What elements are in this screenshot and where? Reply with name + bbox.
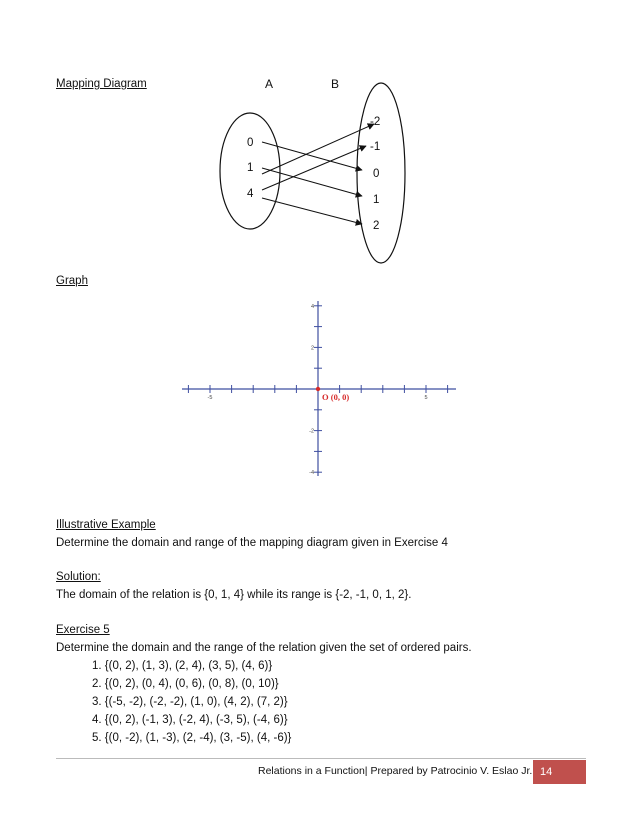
set-b-label: B bbox=[331, 77, 340, 91]
set-b-item: -1 bbox=[370, 141, 381, 153]
set-a-label: A bbox=[265, 77, 274, 91]
footer-divider bbox=[56, 758, 586, 759]
mapping-diagram bbox=[0, 0, 638, 300]
arrow-1-to-1 bbox=[262, 168, 362, 196]
exercise-item: 3. {(-5, -2), (-2, -2), (1, 0), (4, 2), (7, 2)} bbox=[92, 696, 288, 708]
x-tick-label: -5 bbox=[207, 395, 213, 401]
set-b-item: 0 bbox=[373, 168, 380, 180]
arrow-4-to-neg1 bbox=[262, 146, 366, 190]
exercise-item: 2. {(0, 2), (0, 4), (0, 6), (0, 8), (0, 10)} bbox=[92, 678, 279, 690]
y-tick-label: -2 bbox=[309, 428, 314, 435]
set-b-item: -2 bbox=[370, 116, 381, 128]
arrow-4-to-2 bbox=[262, 198, 362, 224]
arrow-0-to-0 bbox=[262, 142, 362, 170]
example-prompt: Determine the domain and range of the mapping diagram given in Exercise 4 bbox=[56, 537, 448, 549]
coordinate-graph bbox=[180, 298, 460, 480]
y-tick-label: 4 bbox=[310, 303, 314, 310]
mapping-heading: Mapping Diagram bbox=[56, 78, 147, 90]
solution-text: The domain of the relation is {0, 1, 4} while its range is {-2, -1, 0, 1, 2}. bbox=[56, 589, 412, 601]
exercise-prompt: Determine the domain and the range of the relation given the set of ordered pairs. bbox=[56, 642, 472, 654]
set-b-item: 1 bbox=[373, 194, 380, 206]
footer-text: Relations in a Function| Prepared by Patrocinio V. Eslao Jr. bbox=[258, 765, 533, 777]
y-tick-label: -4 bbox=[309, 470, 314, 477]
example-heading: Illustrative Example bbox=[56, 519, 156, 531]
set-a-item: 0 bbox=[247, 137, 254, 149]
graph-heading: Graph bbox=[56, 275, 88, 287]
origin-point bbox=[316, 387, 320, 391]
x-tick-label: 5 bbox=[424, 395, 428, 401]
solution-heading: Solution: bbox=[56, 571, 101, 583]
page-number: 14 bbox=[533, 760, 586, 784]
origin-point-label: O (0, 0) bbox=[322, 392, 350, 402]
exercise-item: 1. {(0, 2), (1, 3), (2, 4), (3, 5), (4, 6)} bbox=[92, 660, 273, 672]
set-a-item: 1 bbox=[247, 162, 254, 174]
exercise-heading: Exercise 5 bbox=[56, 624, 110, 636]
exercise-item: 4. {(0, 2), (-1, 3), (-2, 4), (-3, 5), (-4, 6)} bbox=[92, 714, 288, 726]
set-a-item: 4 bbox=[247, 188, 254, 200]
exercise-item: 5. {(0, -2), (1, -3), (2, -4), (3, -5), (4, -6)} bbox=[92, 732, 292, 744]
set-b-ellipse bbox=[357, 83, 405, 263]
set-b-item: 2 bbox=[373, 220, 380, 232]
y-tick-label: 2 bbox=[310, 345, 314, 352]
